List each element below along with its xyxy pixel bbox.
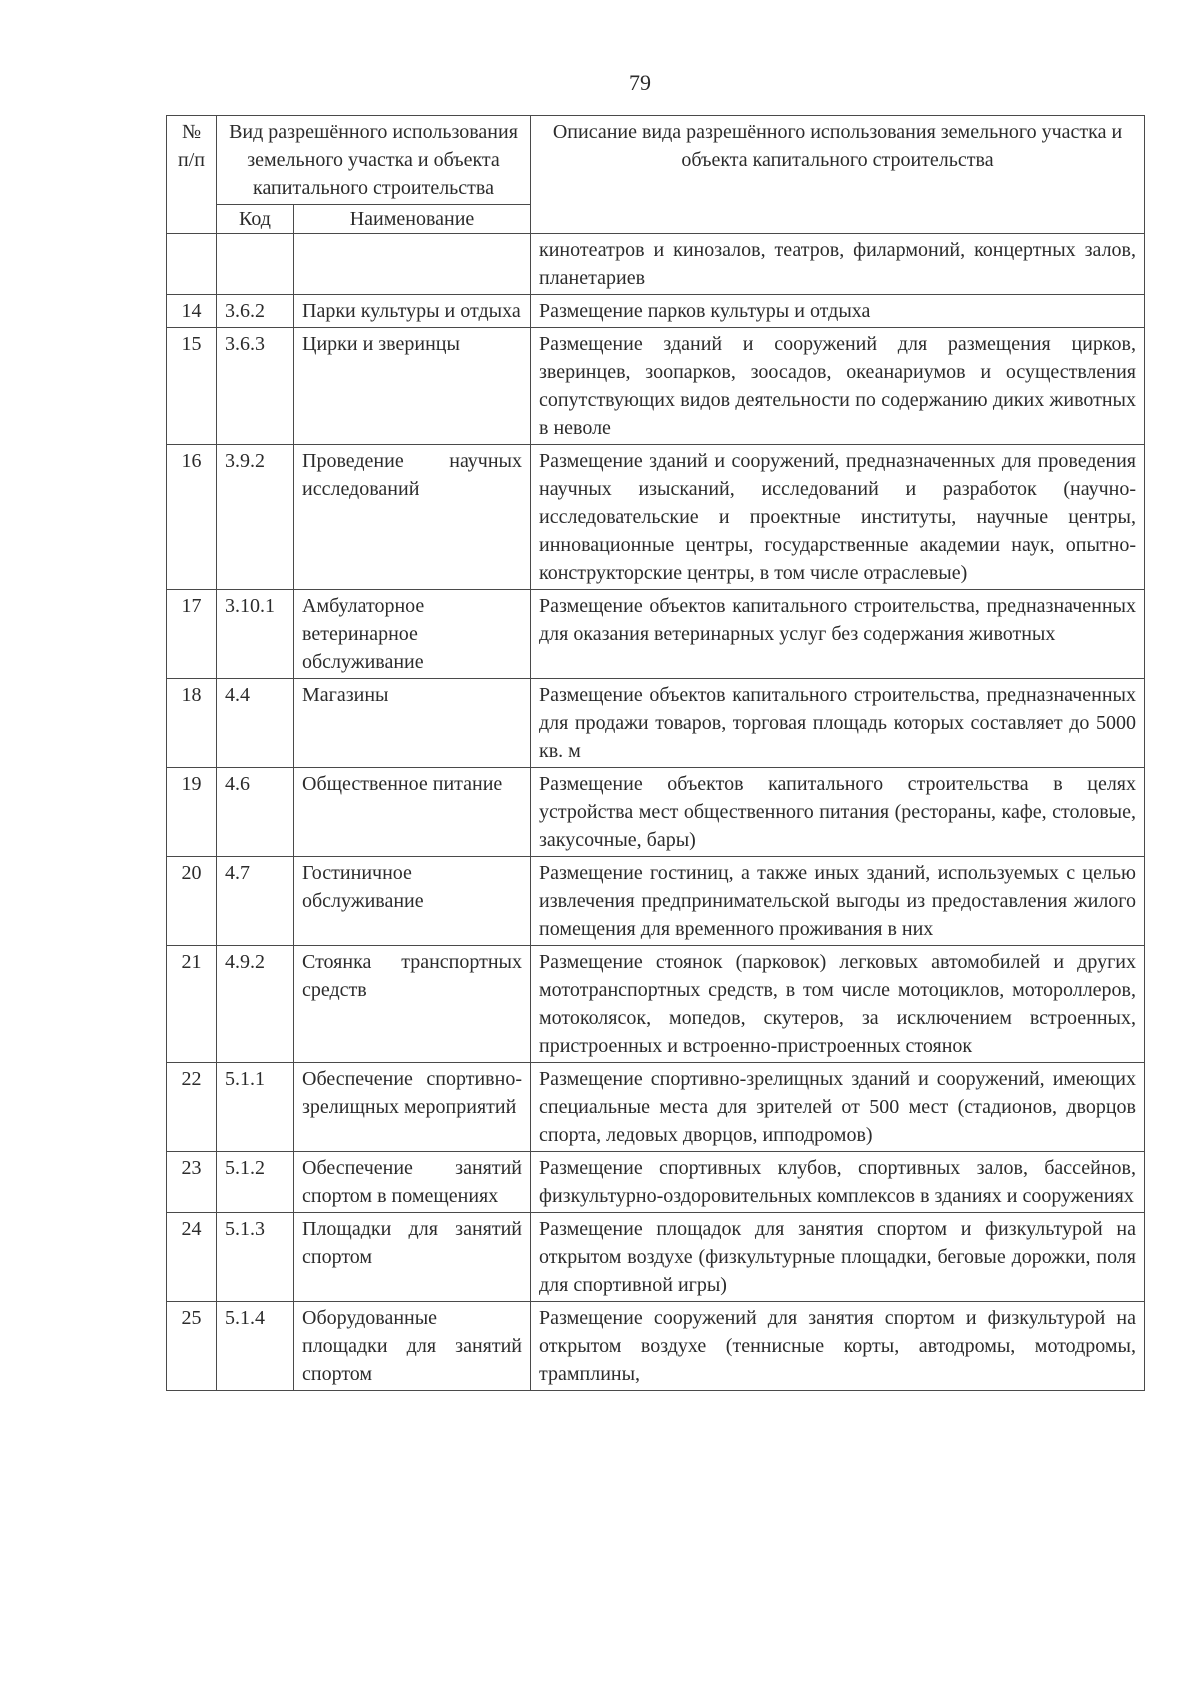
row-num: 17 <box>167 590 217 679</box>
row-code: 5.1.3 <box>217 1213 294 1302</box>
row-description: Размещение стоянок (парковок) легковых автомобилей и других мототранспортных средств, в том числе мотоциклов, мотороллеров, мотоколясок, мопедов, скутеров, за исключением встроенных, пристроенных и встроенно-пристроенных стоянок <box>531 946 1145 1063</box>
row-num: 20 <box>167 857 217 946</box>
table-row <box>167 679 1145 768</box>
row-num: 21 <box>167 946 217 1063</box>
table-row <box>167 946 1145 1063</box>
row-code: 4.6 <box>217 768 294 857</box>
row-description: Размещение парков культуры и отдыха <box>531 295 1145 328</box>
row-description: Размещение сооружений для занятия спортом и физкультурой на открытом воздухе (теннисные корты, автодромы, мотодромы, трамплины, <box>531 1302 1145 1391</box>
row-code: 4.7 <box>217 857 294 946</box>
row-code: 5.1.4 <box>217 1302 294 1391</box>
row-description: Размещение объектов капитального строительства, предназначенных для продажи товаров, торговая площадь которых составляет до 5000 кв. м <box>531 679 1145 768</box>
row-code: 5.1.2 <box>217 1152 294 1213</box>
row-name: Общественное питание <box>294 768 531 857</box>
header-description: Описание вида разрешённого использования земельного участка и объекта капитального строительства <box>531 116 1145 234</box>
row-code: 4.9.2 <box>217 946 294 1063</box>
row-num: 25 <box>167 1302 217 1391</box>
row-num: 15 <box>167 328 217 445</box>
header-num: № п/п <box>167 116 217 234</box>
row-code: 4.4 <box>217 679 294 768</box>
table-row <box>167 295 1145 328</box>
row-code: 3.6.2 <box>217 295 294 328</box>
row-description: кинотеатров и кинозалов, театров, филармоний, концертных залов, планетариев <box>531 234 1145 295</box>
row-num: 18 <box>167 679 217 768</box>
table-row <box>167 1152 1145 1213</box>
row-name <box>294 234 531 295</box>
row-code <box>217 234 294 295</box>
row-num: 14 <box>167 295 217 328</box>
row-num: 16 <box>167 445 217 590</box>
row-code: 3.6.3 <box>217 328 294 445</box>
table-row <box>167 1063 1145 1152</box>
header-name: Наименование <box>294 205 531 234</box>
row-code: 3.10.1 <box>217 590 294 679</box>
row-description: Размещение объектов капитального строительства в целях устройства мест общественного питания (рестораны, кафе, столовые, закусочные, бары) <box>531 768 1145 857</box>
table-row <box>167 445 1145 590</box>
table-row <box>167 590 1145 679</box>
row-name: Площадки для занятий спортом <box>294 1213 531 1302</box>
table-row <box>167 328 1145 445</box>
row-name: Парки культуры и отдыха <box>294 295 531 328</box>
row-num: 24 <box>167 1213 217 1302</box>
row-description: Размещение объектов капитального строительства, предназначенных для оказания ветеринарных услуг без содержания животных <box>531 590 1145 679</box>
row-name: Амбулаторное ветеринарное обслуживание <box>294 590 531 679</box>
row-description: Размещение спортивных клубов, спортивных залов, бассейнов, физкультурно-оздоровительных комплексов в зданиях и сооружениях <box>531 1152 1145 1213</box>
table-row <box>167 857 1145 946</box>
row-num: 19 <box>167 768 217 857</box>
table-row <box>167 768 1145 857</box>
row-name: Обеспечение спортивно-зрелищных мероприятий <box>294 1063 531 1152</box>
page-number: 79 <box>629 70 651 95</box>
row-code: 5.1.1 <box>217 1063 294 1152</box>
row-description: Размещение гостиниц, а также иных зданий, используемых с целью извлечения предпринимательской выгоды из предоставления жилого помещения для временного проживания в них <box>531 857 1145 946</box>
row-name: Обеспечение занятий спортом в помещениях <box>294 1152 531 1213</box>
row-description: Размещение спортивно-зрелищных зданий и сооружений, имеющих специальные места для зрителей от 500 мест (стадионов, дворцов спорта, ледовых дворцов, ипподромов) <box>531 1063 1145 1152</box>
row-description: Размещение зданий и сооружений, предназначенных для проведения научных изысканий, исследований и разработок (научно-исследовательские и проектные институты, научные центры, инновационные центры, государственные академии наук, опытно-конструкторские центры, в том числе отраслевые) <box>531 445 1145 590</box>
row-num <box>167 234 217 295</box>
land-use-table <box>166 115 1145 1391</box>
header-group: Вид разрешённого использования земельного участка и объекта капитального строительства <box>217 116 531 205</box>
table-row <box>167 234 1145 295</box>
row-description: Размещение площадок для занятия спортом и физкультурой на открытом воздухе (физкультурные площадки, беговые дорожки, поля для спортивной игры) <box>531 1213 1145 1302</box>
row-name: Гостиничное обслуживание <box>294 857 531 946</box>
row-name: Оборудованные площадки для занятий спортом <box>294 1302 531 1391</box>
header-code: Код <box>217 205 294 234</box>
table-row <box>167 1302 1145 1391</box>
row-code: 3.9.2 <box>217 445 294 590</box>
header-row <box>167 116 1145 205</box>
row-description: Размещение зданий и сооружений для размещения цирков, зверинцев, зоопарков, зоосадов, океанариумов и осуществления сопутствующих видов деятельности по содержанию диких животных в неволе <box>531 328 1145 445</box>
row-name: Магазины <box>294 679 531 768</box>
row-name: Цирки и зверинцы <box>294 328 531 445</box>
row-num: 23 <box>167 1152 217 1213</box>
row-num: 22 <box>167 1063 217 1152</box>
row-name: Стоянка транспортных средств <box>294 946 531 1063</box>
table-row <box>167 1213 1145 1302</box>
row-name: Проведение научных исследований <box>294 445 531 590</box>
